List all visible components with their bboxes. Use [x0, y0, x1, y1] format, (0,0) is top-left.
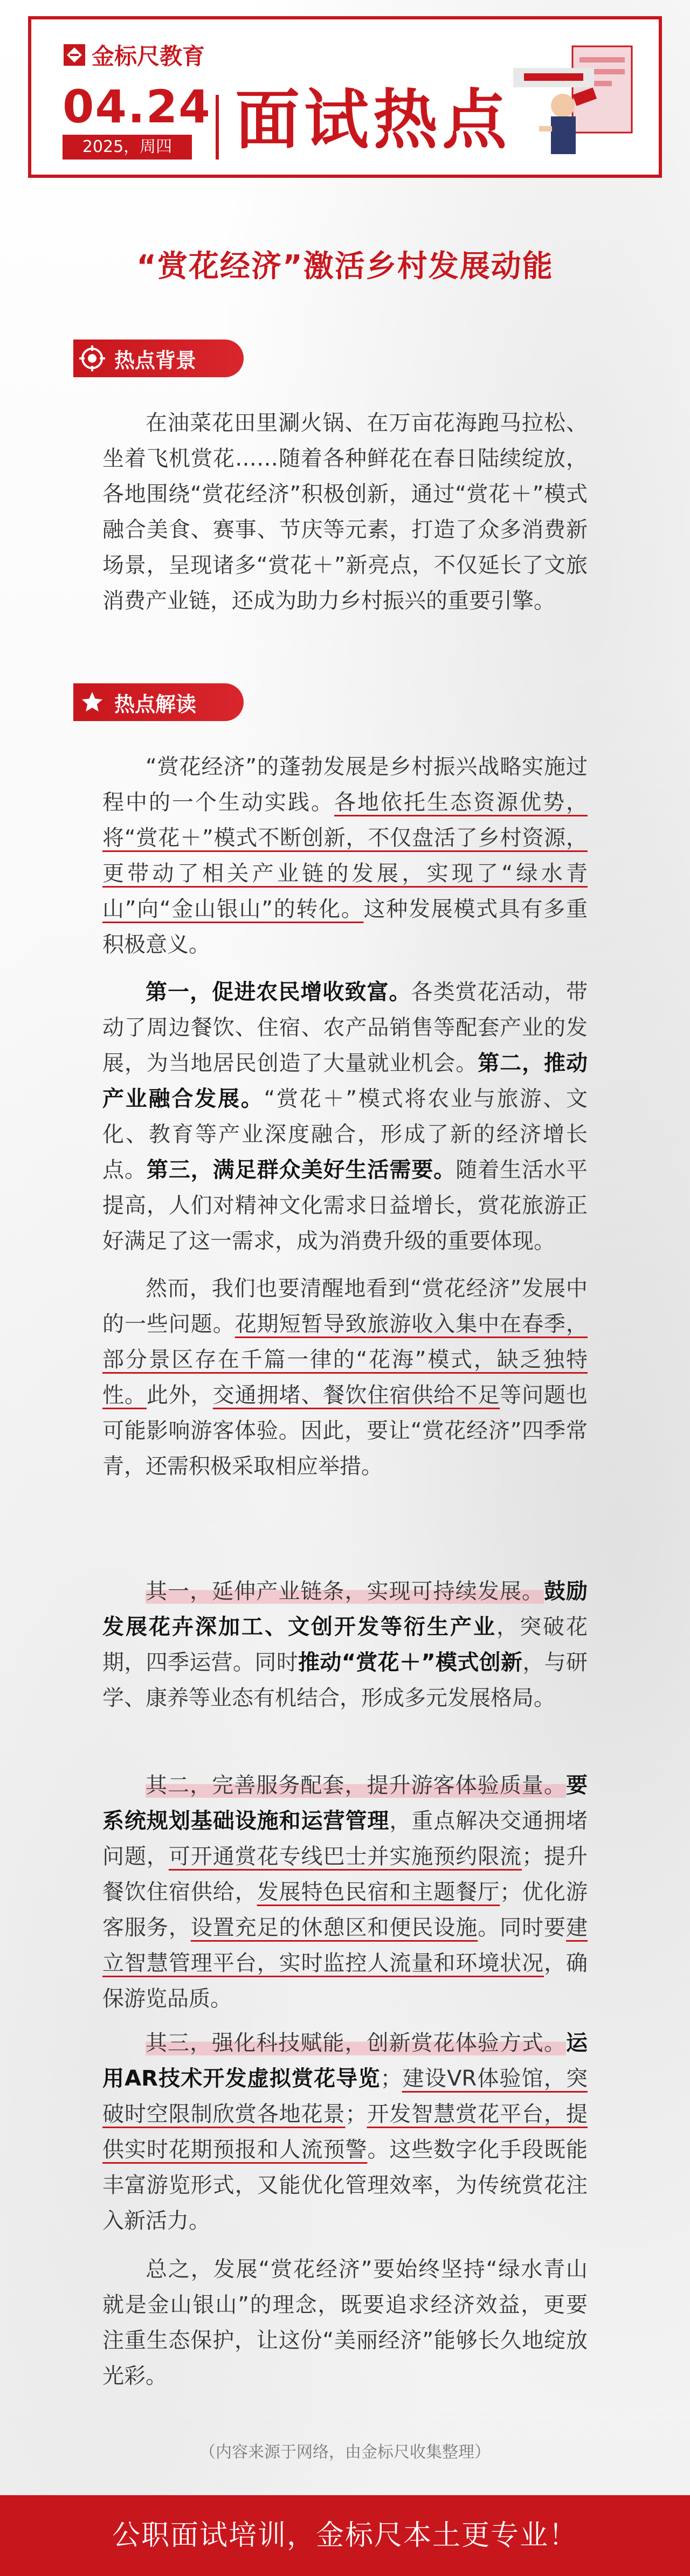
highlighted-heading: 其二，完善服务配套，提升游客体验质量。 [146, 1773, 566, 1798]
section-header-analysis [73, 683, 244, 721]
text-span: ；提升餐饮住宿供给， [102, 1844, 588, 1905]
highlighted-heading: 其一，延伸产业链条，实现可持续发展。 [146, 1579, 544, 1604]
header-banner [28, 16, 662, 178]
target-icon [73, 340, 111, 377]
article-title: “赏花经济”激活乡村发展动能 [136, 249, 554, 284]
date-number: 04.24 [63, 80, 211, 133]
bold-text: 推动“赏花＋”模式创新 [298, 1650, 523, 1675]
analysis-paragraph-1 [102, 749, 588, 962]
text-span: 随着生活水平提高，人们对精神文化需求日益增长，赏花旅游正好满足了这一需求，成为消费升级的重要体现。 [102, 1158, 588, 1254]
logo-icon [63, 43, 86, 67]
conclusion-paragraph: 总之，发展“赏花经济”要始终坚持“绿水青山就是金山银山”的理念，既要追求经济效益，更要注重生态保护，让这份“美丽经济”能够长久地绽放光彩。 [102, 2257, 588, 2388]
text-span: ； [380, 2066, 402, 2091]
text-span: 各类赏花活动，带动了周边餐饮、住宿、农产品销售等配套产业的发展，为当地居民创造了大量就业机会。 [102, 980, 588, 1076]
date-block [63, 80, 211, 160]
section-label: 热点背景 [114, 348, 197, 372]
banner-title: 面试热点 [235, 83, 511, 158]
bold-point-1: 第一，促进农民增收致富。 [146, 980, 411, 1005]
source-note: （内容来源于网络，由金标尺收集整理） [199, 2443, 491, 2462]
text-span: ；优化游客服务， [102, 1880, 588, 1940]
text-span: 。同时要 [478, 1915, 567, 1940]
section-label: 热点解读 [114, 692, 197, 716]
underlined-text: 建设VR体验馆，突破时空限制欣赏各地花景 [102, 2066, 588, 2127]
underlined-text: 建立智慧管理平台，实时监控人流量和环境状况 [102, 1915, 588, 1976]
text-span: “赏花＋”模式将农业与旅游、文化、教育等产业深度融合，形成了新的经济增长点。 [102, 1086, 588, 1182]
underlined-text: 发展特色民宿和主题餐厅 [257, 1880, 500, 1905]
text-span: 这种发展模式具有多重积极意义。 [102, 897, 588, 957]
underlined-text: 花期短暂导致旅游收入集中在春季，部分景区存在千篇一律的“花海”模式，缺乏独特性。 [102, 1312, 588, 1408]
text-span: ，确保游览品质。 [102, 1951, 588, 2011]
speaker-illustration-icon [492, 36, 643, 170]
bold-text: 鼓励发展花卉深加工、文创开发等衍生产业 [102, 1579, 588, 1639]
divider-bar [216, 95, 219, 160]
footer-banner: 公职面试培训，金标尺本土更专业！ [0, 2495, 690, 2576]
text-span: “赏花经济”的蓬勃发展是乡村振兴战略实施过程中的一个生动实践。 [102, 754, 588, 815]
underlined-text: 可开通赏花专线巴士并实施预约限流 [168, 1844, 522, 1869]
brand-logo [63, 39, 205, 71]
text-span: ，重点解决交通拥堵问题， [102, 1809, 588, 1869]
text-span: ，与研学、康养等业态有机结合，形成多元发展格局。 [102, 1650, 588, 1711]
analysis-paragraph-6 [102, 2025, 588, 2239]
text-span: 此外， [146, 1383, 213, 1408]
logo-text: 金标尺教育 [92, 43, 205, 70]
analysis-paragraph-4 [102, 1574, 588, 1716]
date-subtitle: 2025，周四 [63, 135, 192, 160]
underlined-text: 开发智慧赏花平台，提供实时花期预报和人流预警 [102, 2102, 588, 2162]
analysis-paragraph-5 [102, 1768, 588, 2017]
text-span: 。这些数字化手段既能丰富游览形式，又能优化管理效率，为传统赏花注入新活力。 [102, 2137, 588, 2233]
text-span: 等问题也可能影响游客体验。因此，要让“赏花经济”四季常青，还需积极采取相应举措。 [102, 1383, 588, 1479]
text-span: 然而，我们也要清醒地看到“赏花经济”发展中的一些问题。 [102, 1276, 588, 1337]
background-paragraph: 在油菜花田里涮火锅、在万亩花海跑马拉松、坐着飞机赏花……随着各种鲜花在春日陆续绽放，各地围绕“赏花经济”积极创新，通过“赏花＋”模式融合美食、赛事、节庆等元素，打造了众多消费新场景，呈现诸多“赏花＋”新亮点，不仅延长了文旅消费产业链，还成为助力乡村振兴的重要引擎。 [102, 411, 588, 613]
text-span: ； [345, 2102, 367, 2127]
bold-text: 运用AR技术开发虚拟赏花导览 [102, 2031, 588, 2091]
underlined-text: 设置充足的休憩区和便民设施 [190, 1915, 478, 1940]
section-header-background [73, 340, 244, 377]
bold-text: 要系统规划基础设施和运营管理 [102, 1773, 588, 1833]
underlined-text: 各地依托生态资源优势，将“赏花＋”模式不断创新，不仅盘活了乡村资源，更带动了相关产业链的发展，实现了“绿水青山”向“金山银山”的转化。 [102, 790, 588, 922]
analysis-paragraph-3 [102, 1271, 588, 1484]
highlighted-heading: 其三，强化科技赋能，创新赏花体验方式。 [146, 2031, 566, 2055]
bold-point-2: 第二，推动产业融合发展。 [102, 1051, 588, 1111]
underlined-text: 交通拥堵、餐饮住宿供给不足 [212, 1383, 500, 1408]
star-icon [73, 683, 111, 721]
analysis-paragraph-2 [102, 974, 588, 1259]
bold-point-3: 第三，满足群众美好生活需要。 [146, 1158, 456, 1182]
text-span: ，突破花期，四季运营。同时 [102, 1615, 588, 1675]
